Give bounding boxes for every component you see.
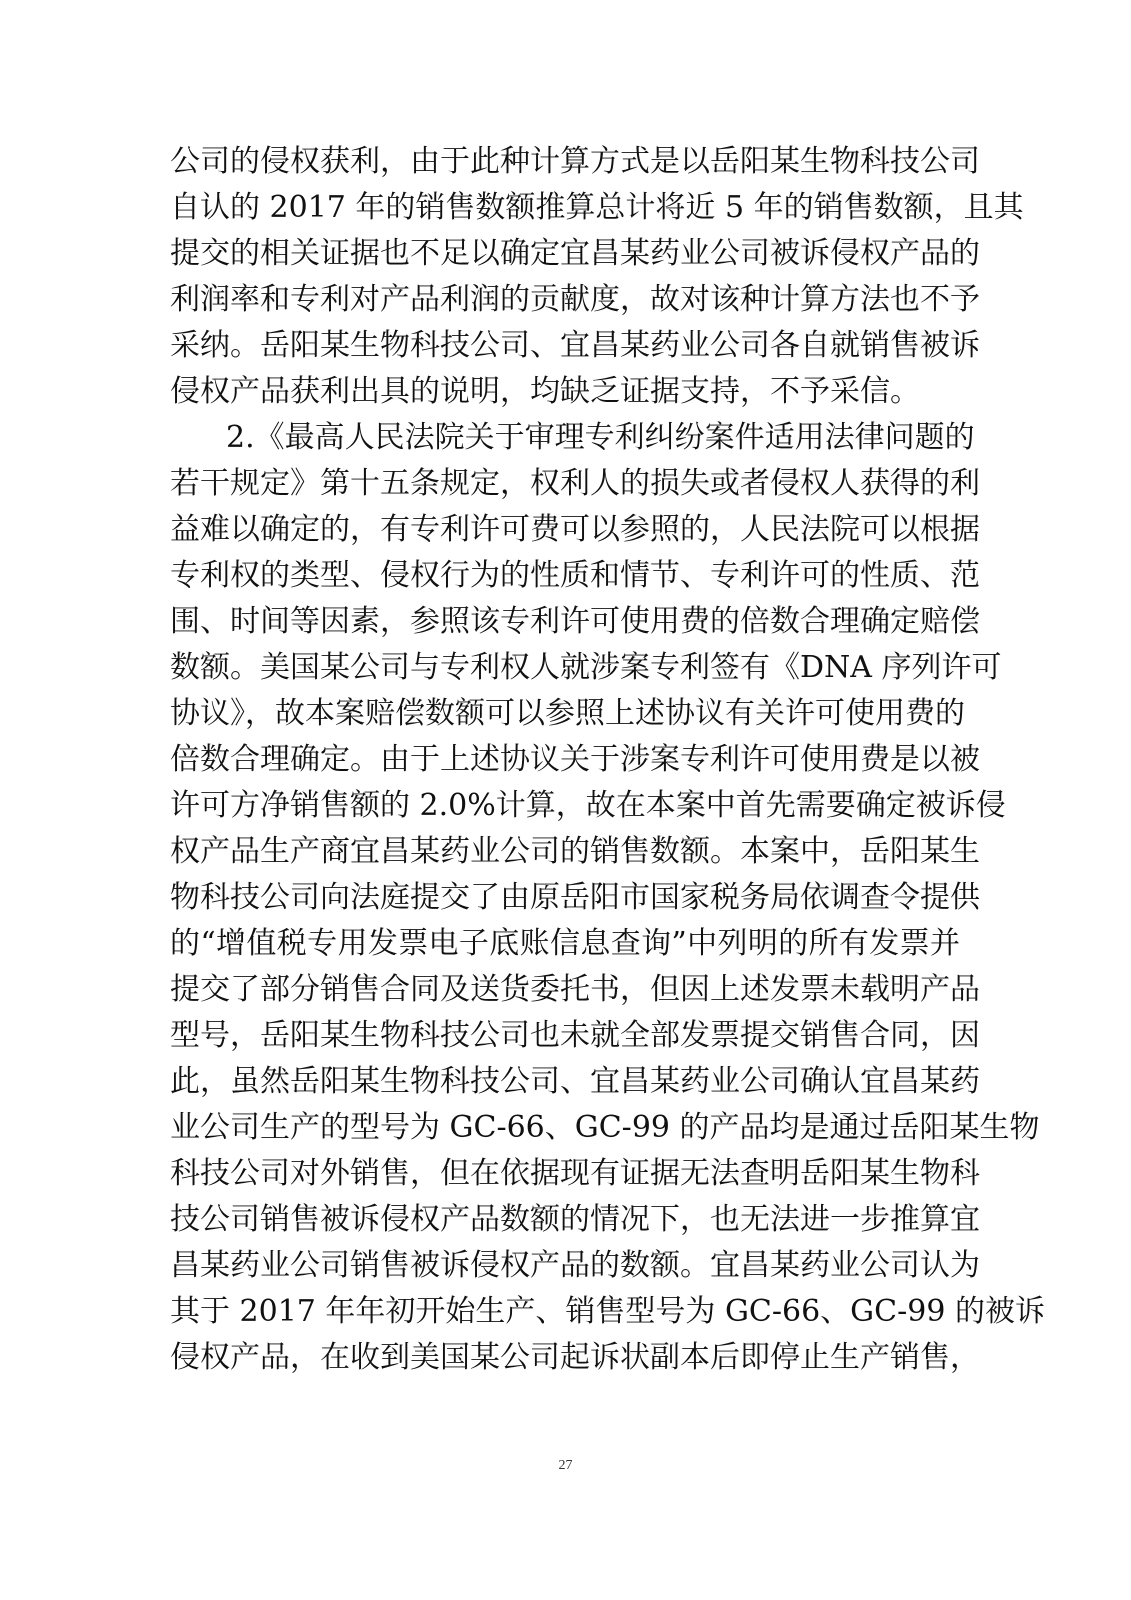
text-line: 专利权的类型、侵权行为的性质和情节、专利许可的性质、范 <box>170 558 980 593</box>
text-line: 侵权产品，在收到美国某公司起诉状副本后即停止生产销售， <box>170 1340 980 1375</box>
text-line: 采纳。岳阳某生物科技公司、宜昌某药业公司各自就销售被诉 <box>170 328 980 363</box>
text-line: 科技公司对外销售，但在依据现有证据无法查明岳阳某生物科 <box>170 1156 980 1191</box>
text-line: 若干规定》第十五条规定，权利人的损失或者侵权人获得的利 <box>170 466 980 501</box>
text-line: 型号，岳阳某生物科技公司也未就全部发票提交销售合同，因 <box>170 1018 980 1053</box>
paragraph <box>170 139 1024 415</box>
text-line: 提交的相关证据也不足以确定宜昌某药业公司被诉侵权产品的 <box>170 236 980 271</box>
text-line: 公司的侵权获利，由于此种计算方式是以岳阳某生物科技公司 <box>170 144 980 179</box>
text-line: 技公司销售被诉侵权产品数额的情况下，也无法进一步推算宜 <box>170 1202 980 1237</box>
text-line: 协议》，故本案赔偿数额可以参照上述协议有关许可使用费的 <box>170 696 965 731</box>
text-line: 的“增值税专用发票电子底账信息查询”中列明的所有发票并 <box>170 926 960 961</box>
document-body <box>170 139 1045 1381</box>
page-number: 27 <box>558 1458 573 1473</box>
text-line: 物科技公司向法庭提交了由原岳阳市国家税务局依调查令提供 <box>170 880 980 915</box>
text-line: 权产品生产商宜昌某药业公司的销售数额。本案中，岳阳某生 <box>170 834 980 869</box>
text-line: 昌某药业公司销售被诉侵权产品的数额。宜昌某药业公司认为 <box>170 1248 980 1283</box>
text-line: 利润率和专利对产品利润的贡献度，故对该种计算方法也不予 <box>170 282 980 317</box>
text-line: 许可方净销售额的 2.0%计算，故在本案中首先需要确定被诉侵 <box>170 788 1006 823</box>
text-line: 提交了部分销售合同及送货委托书，但因上述发票未载明产品 <box>170 972 980 1007</box>
text-line: 侵权产品获利出具的说明，均缺乏证据支持，不予采信。 <box>170 374 920 409</box>
text-line: 益难以确定的，有专利许可费可以参照的，人民法院可以根据 <box>170 512 980 547</box>
text-line: 2.《最高人民法院关于审理专利纠纷案件适用法律问题的 <box>226 420 975 455</box>
text-line: 自认的 2017 年的销售数额推算总计将近 5 年的销售数额，且其 <box>170 190 1024 225</box>
text-line: 倍数合理确定。由于上述协议关于涉案专利许可使用费是以被 <box>170 742 980 777</box>
text-line: 其于 2017 年年初开始生产、销售型号为 GC-66、GC-99 的被诉 <box>170 1294 1045 1329</box>
text-line: 业公司生产的型号为 GC-66、GC-99 的产品均是通过岳阳某生物 <box>170 1110 1040 1145</box>
text-line: 数额。美国某公司与专利权人就涉案专利签有《DNA 序列许可 <box>170 650 1002 685</box>
paragraph <box>170 415 1045 1381</box>
text-line: 围、时间等因素，参照该专利许可使用费的倍数合理确定赔偿 <box>170 604 980 639</box>
text-line: 此，虽然岳阳某生物科技公司、宜昌某药业公司确认宜昌某药 <box>170 1064 980 1099</box>
